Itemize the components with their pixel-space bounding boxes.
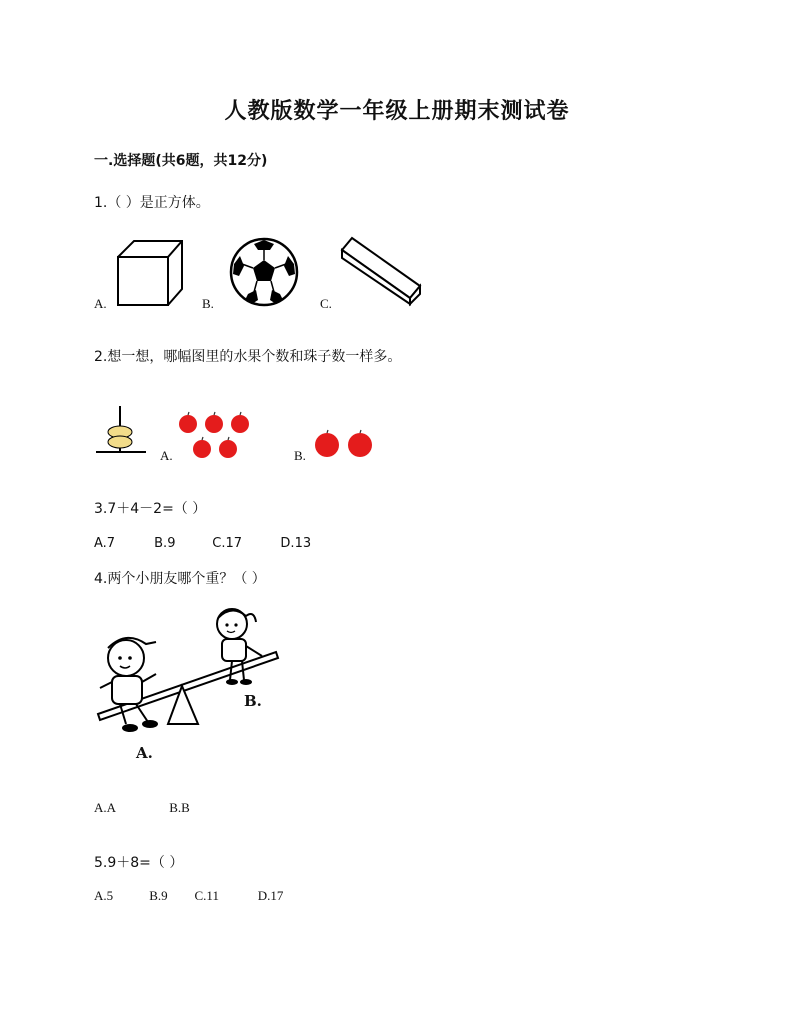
question-1-option-c[interactable]: C. [320, 296, 332, 311]
question-2-text: 2.想一想，哪幅图里的水果个数和珠子数一样多。 [94, 349, 402, 365]
question-5-option-d[interactable]: D.17 [257, 888, 284, 903]
seesaw-children-figure [94, 600, 284, 750]
question-3-option-b[interactable]: B.9 [154, 536, 176, 551]
question-4-option-b[interactable]: B.B [169, 800, 190, 815]
figure-label-b: B. [244, 692, 262, 710]
question-1-text: 1.（ ）是正方体。 [94, 195, 210, 211]
question-5-options [94, 888, 283, 904]
section-heading: 一.选择题(共6题，共12分) [94, 153, 268, 169]
question-1-option-b[interactable]: B. [202, 296, 214, 311]
question-1-option-a[interactable]: A. [94, 296, 107, 311]
apples-five-figure [176, 412, 256, 462]
soccer-ball-figure [228, 236, 300, 308]
question-4-option-a[interactable]: A.A [94, 800, 117, 815]
question-2-option-a[interactable]: A. [160, 448, 173, 463]
question-5-text: 5.9＋8=（ ） [94, 855, 184, 871]
page-title: 人教版数学一年级上册期末测试卷 [224, 98, 570, 124]
question-5-option-b[interactable]: B.9 [149, 888, 168, 903]
question-3-option-d[interactable]: D.13 [280, 536, 312, 551]
apples-two-figure [312, 430, 378, 460]
question-2-option-b[interactable]: B. [294, 448, 306, 463]
question-4-text: 4.两个小朋友哪个重？（ ） [94, 571, 266, 587]
question-3-option-c[interactable]: C.17 [212, 536, 243, 551]
question-4-options [94, 800, 190, 816]
cube-figure [110, 235, 185, 310]
question-3-option-a[interactable]: A.7 [94, 536, 116, 551]
question-5-option-a[interactable]: A.5 [94, 888, 114, 903]
question-3-text: 3.7＋4－2=（ ） [94, 501, 207, 517]
question-3-options [94, 536, 311, 551]
figure-label-a: A. [136, 744, 153, 762]
cuboid-figure [336, 232, 426, 304]
question-5-option-c[interactable]: C.11 [194, 888, 219, 903]
abacus-beads-figure [94, 404, 154, 456]
